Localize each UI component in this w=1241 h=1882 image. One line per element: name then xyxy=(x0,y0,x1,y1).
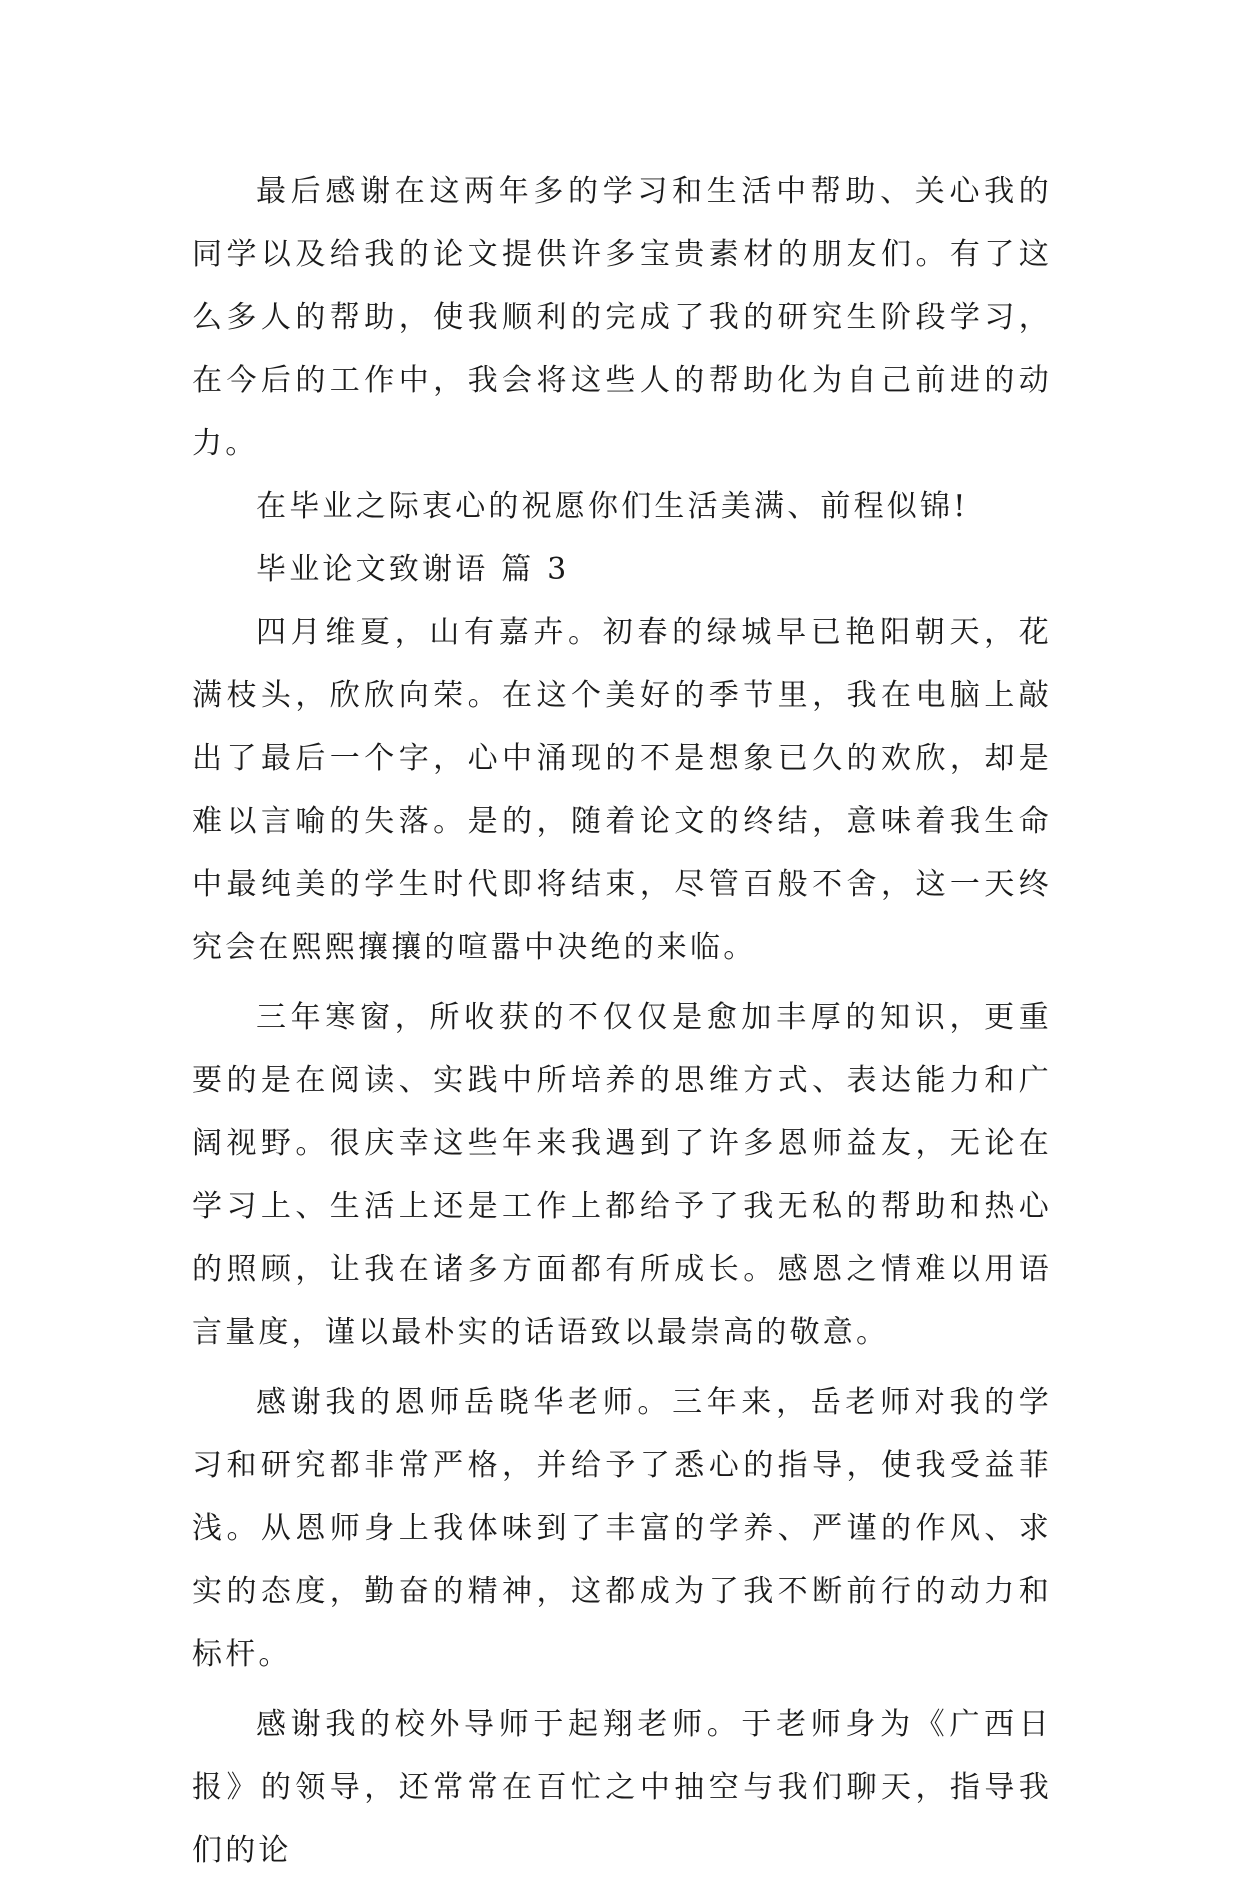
document-page xyxy=(192,160,1052,1882)
paragraph-wishes: 在毕业之际衷心的祝愿你们生活美满、前程似锦! xyxy=(256,489,969,524)
section-heading: 毕业论文致谢语 篇 3 xyxy=(256,552,570,587)
paragraph-thanks-classmates: 最后感谢在这两年多的学习和生活中帮助、关心我的同学以及给我的论文提供许多宝贵素材的朋友们。有了这么多人的帮助，使我顺利的完成了我的研究生阶段学习，在今后的工作中，我会将这些人的帮助化为自己前进的动力。 xyxy=(192,174,1052,461)
paragraph-spring: 四月维夏，山有嘉卉。初春的绿城早已艳阳朝天，花满枝头，欣欣向荣。在这个美好的季节里，我在电脑上敲出了最后一个字，心中涌现的不是想象已久的欢欣，却是难以言喻的失落。是的，随着论文的终结，意味着我生命中最纯美的学生时代即将结束，尽管百般不舍，这一天终究会在熙熙攘攘的喧嚣中决绝的来临。 xyxy=(192,615,1052,965)
paragraph-thanks-supervisor: 感谢我的恩师岳晓华老师。三年来，岳老师对我的学习和研究都非常严格，并给予了悉心的指导，使我受益菲浅。从恩师身上我体味到了丰富的学养、严谨的作风、求实的态度，勤奋的精神，这都成为了我不断前行的动力和标杆。 xyxy=(192,1385,1052,1672)
paragraph-thanks-external-advisor: 感谢我的校外导师于起翔老师。于老师身为《广西日报》的领导，还常常在百忙之中抽空与我们聊天，指导我们的论 xyxy=(192,1707,1052,1868)
paragraph-three-years: 三年寒窗，所收获的不仅仅是愈加丰厚的知识，更重要的是在阅读、实践中所培养的思维方式、表达能力和广阔视野。很庆幸这些年来我遇到了许多恩师益友，无论在学习上、生活上还是工作上都给予了我无私的帮助和热心的照顾，让我在诸多方面都有所成长。感恩之情难以用语言量度，谨以最朴实的话语致以最崇高的敬意。 xyxy=(192,1000,1052,1350)
